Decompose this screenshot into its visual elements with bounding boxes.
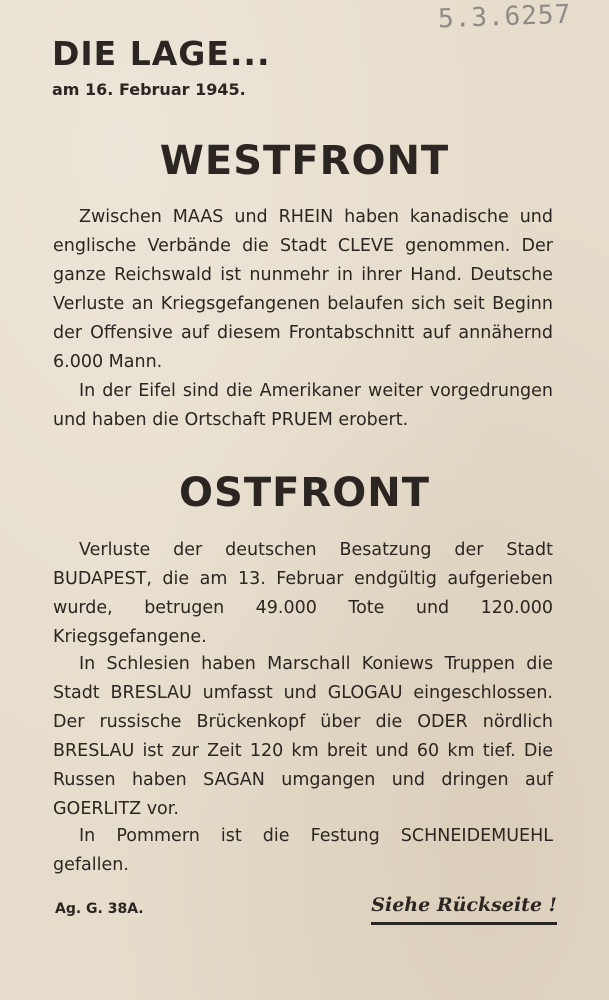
westfront-paragraph-1 [53,203,553,377]
ostfront-paragraph-1 [53,536,553,652]
westfront-paragraph-1-text: Zwischen MAAS und RHEIN haben kanadische und englische Verbände die Stadt CLEVE genommen. Der ganze Reichswald ist nunmehr in ihrer Hand. Deutsche Verluste an Kriegsgefangenen belaufen sich seit Beginn der Offensive auf diesem Frontabschnitt auf annähernd 6.000 Mann. [53,207,553,372]
leaflet-code: Ag. G. 38A. [55,901,144,917]
leaflet-title: DIE LAGE... [52,34,271,73]
see-back-note: Siehe Rückseite ! [371,894,557,925]
archive-pencil-note: 5.3.6257 [437,0,572,35]
ostfront-paragraph-3-text: In Pommern ist die Festung SCHNEIDEMUEHL gefallen. [53,826,553,875]
ostfront-paragraph-2 [53,650,553,824]
ostfront-paragraph-1-text: Verluste der deutschen Besatzung der Stadt BUDAPEST, die am 13. Februar endgültig aufgerieben wurde, betrugen 49.000 Tote und 120.000 Kriegsgefangene. [53,540,553,647]
westfront-heading: WESTFRONT [159,138,450,184]
ostfront-paragraph-2-text: In Schlesien haben Marschall Koniews Truppen die Stadt BRESLAU umfasst und GLOGAU eingeschlossen. Der russische Brückenkopf über die ODER nördlich BRESLAU ist zur Zeit 120 km breit und 60 km tief. Die Russen haben SAGAN umgangen und dringen auf GOERLITZ vor. [53,654,553,819]
ostfront-heading: OSTFRONT [179,470,430,516]
ostfront-paragraph-3 [53,822,553,880]
westfront-paragraph-2 [53,377,553,435]
westfront-paragraph-2-text: In der Eifel sind die Amerikaner weiter vorgedrungen und haben die Ortschaft PRUEM erobert. [53,381,553,430]
leaflet-date: am 16. Februar 1945. [52,80,246,99]
